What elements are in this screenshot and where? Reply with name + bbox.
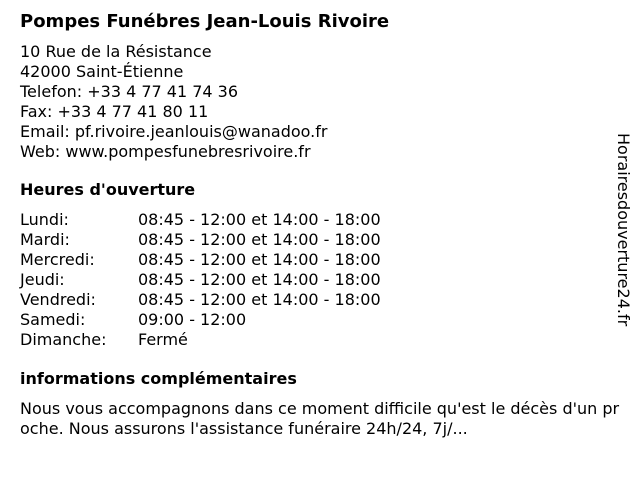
business-card [20, 10, 620, 455]
hours-table [20, 210, 620, 350]
hours-day: Jeudi: [20, 270, 65, 289]
hours-time: 08:45 - 12:00 et 14:00 - 18:00 [138, 230, 381, 249]
hours-row [20, 270, 620, 290]
hours-row [20, 290, 620, 310]
hours-day: Mardi: [20, 230, 70, 249]
hours-row [20, 330, 620, 350]
email-line: Email: pf.rivoire.jeanlouis@wanadoo.fr [20, 122, 328, 141]
hours-day: Vendredi: [20, 290, 96, 309]
hours-time: 08:45 - 12:00 et 14:00 - 18:00 [138, 270, 381, 289]
hours-time: 09:00 - 12:00 [138, 310, 247, 329]
city-line: 42000 Saint-Étienne [20, 62, 184, 81]
site-watermark: Horairesdouverture24.fr [614, 133, 633, 327]
street-address: 10 Rue de la Résistance [20, 42, 212, 61]
hours-row [20, 230, 620, 250]
hours-time: Fermé [138, 330, 188, 349]
info-heading: informations complémentaires [20, 369, 297, 388]
hours-day: Mercredi: [20, 250, 95, 269]
hours-heading: Heures d'ouverture [20, 180, 196, 199]
hours-day: Lundi: [20, 210, 69, 229]
hours-row [20, 210, 620, 230]
hours-time: 08:45 - 12:00 et 14:00 - 18:00 [138, 210, 381, 229]
hours-day: Dimanche: [20, 330, 107, 349]
contact-block [20, 42, 620, 162]
hours-time: 08:45 - 12:00 et 14:00 - 18:00 [138, 250, 381, 269]
hours-day: Samedi: [20, 310, 86, 329]
hours-row [20, 250, 620, 270]
fax-line: Fax: +33 4 77 41 80 11 [20, 102, 209, 121]
phone-line: Telefon: +33 4 77 41 74 36 [20, 82, 239, 101]
web-line: Web: www.pompesfunebresrivoire.fr [20, 142, 311, 161]
info-text: Nous vous accompagnons dans ce moment difficile qu'est le décès d'un proche. Nous assurons l'assistance funéraire 24h/24, 7j/... [20, 399, 620, 438]
business-name: Pompes Funébres Jean-Louis Rivoire [20, 11, 390, 32]
hours-time: 08:45 - 12:00 et 14:00 - 18:00 [138, 290, 381, 309]
hours-row [20, 310, 620, 330]
